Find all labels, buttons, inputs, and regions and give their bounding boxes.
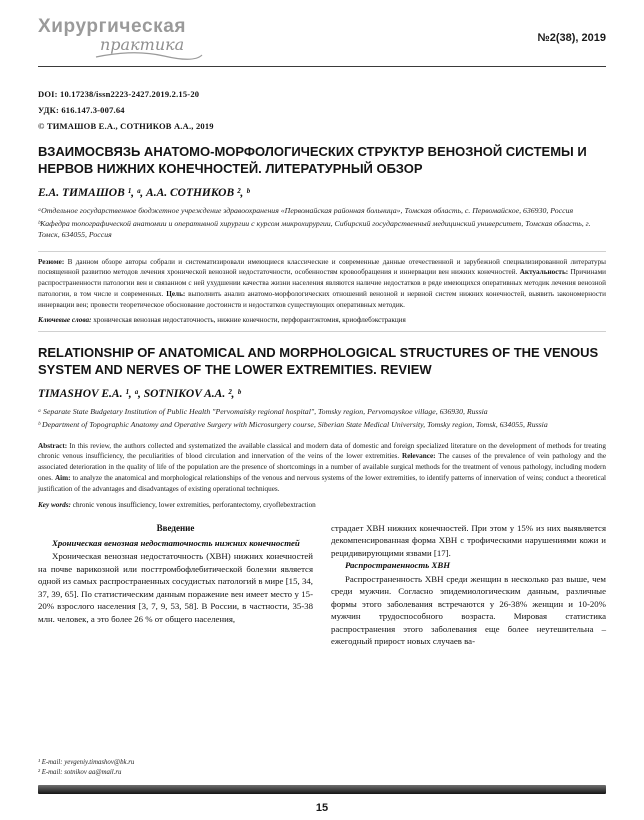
issue-number: №2(38), 2019	[537, 32, 606, 44]
journal-logo	[38, 16, 204, 60]
abstract-ru-label-aim: Цель:	[166, 289, 186, 298]
abstract-ru-label-resume: Резюме:	[38, 257, 65, 266]
abstract-en-label-abstract: Abstract:	[38, 441, 68, 450]
keywords-ru-label: Ключевые слова:	[38, 316, 92, 325]
abstract-block-ru	[38, 251, 606, 332]
abstract-ru-text-resume: В данном обзоре авторы собрали и систематизировали имеющиеся классические и современные данные отечественной и зарубежной специализированной литературы посвященной развитию методов лечения хронической венозной недостаточности, особенностям кровообращения и иннервации вен нижних конечностей.	[38, 257, 607, 277]
affiliations-ru	[38, 206, 606, 241]
masthead	[38, 16, 606, 60]
abstract-ru-text-relevance: Причинами распространенности патологии вен и связанном с ней ухудшении качества жизни населения являются наличие недостатков в ряде имеющихся оперативных методик лечения венозной патологии, в том числе и современных.	[38, 268, 607, 298]
affiliation-ru-a: ᵃОтдельное государственное бюджетное учреждение здравоохранения «Первомайская районная больница», Томская область, с. Первомайское, 636930, Россия	[38, 205, 574, 215]
abstract-ru-label-relevance: Актуальность:	[519, 268, 569, 277]
abstract-en-label-relevance: Relevance:	[402, 452, 436, 461]
subsection-heading-prevalence: Распространенность ХВН	[345, 560, 451, 571]
affiliation-en-b: ᵇ Department of Topographic Anatomy and Operative Surgery with Microsurgery course, Siberian State Medical University, Tomsky region, Tomsk, 634055, Russia	[38, 419, 548, 429]
abstract-en-label-aim: Aim:	[54, 473, 71, 482]
keywords-en-text: chronic venous insufficiency, lower extremities, perforantectomy, cryoflebextraction	[72, 500, 316, 509]
abstract-en-text-abstract: In this review, the authors collected and systematized the available classical and modern data of domestic and foreign specialized literature on the development of methods for treating chronic venous insufficiency, the peculiarities of blood circulation and innervation of the veins of the lower extremities.	[38, 441, 606, 461]
body-paragraph-right-2: Распространенность ХВН среди женщин в несколько раз выше, чем среди мужчин. Согласно эпидемиологическим данным, различные формы этого заболевания встречаются у 26-38% женщин и 10-20% мужчин трудоспособного возраста. Мировая статистика распространения этого заболевания еще более неутешительна – ежегодный прирост новых случаев ва-	[331, 573, 606, 647]
footnote-email-1: ¹ E-mail: yevgeniy.timashov@bk.ru	[38, 758, 135, 766]
footnote-email-2: ² E-mail: sotnikov aa@mail.ru	[38, 768, 122, 776]
abstract-ru	[38, 257, 606, 311]
article-title-ru: ВЗАИМОСВЯЗЬ АНАТОМО-МОРФОЛОГИЧЕСКИХ СТРУКТУР ВЕНОЗНОЙ СИСТЕМЫ И НЕРВОВ НИЖНИХ КОНЕЧНОСТЕЙ. ЛИТЕРАТУРНЫЙ ОБЗОР	[38, 144, 587, 176]
keywords-ru-text: хроническая венозная недостаточность, нижние конечности, перфорантэктомия, криофлебэкстракция	[93, 316, 406, 325]
section-heading-introduction: Введение	[156, 522, 195, 533]
page-number: 15	[315, 802, 329, 814]
column-right	[331, 522, 606, 648]
abstract-en	[38, 441, 606, 495]
keywords-ru	[38, 315, 606, 325]
logo-script-word: практика	[100, 35, 185, 54]
affiliation-en-a: ᵃ Separate State Budgetary Institution of Public Health "Pervomaisky regional hospital", Tomsky region, Pervomayskoe village, 636930, Russia	[38, 406, 488, 416]
authors-en: TIMASHOV E.A. ¹, ᵃ, SOTNIKOV A.A. ², ᵇ	[38, 387, 241, 400]
affiliation-ru-b: ᵇКафедра топографической анатомии и оперативной хирургии с курсом микрохирургии, Сибирский государственный медицинский университет, Томская область, г. Томск, 634055, Россия	[38, 218, 591, 239]
affiliations-en	[38, 407, 606, 431]
logo-title: Хирургическая	[38, 16, 187, 37]
abstract-en-text-aim: to analyze the anatomical and morphological relationships of the venous and nervous systems of the lower extremities, to identify patterns of innervation of veins; conduct a theoretical justification of the advantages and disadvantages of existing operational techniques.	[38, 473, 607, 493]
udk-line: УДК: 616.147.3-007.64	[38, 105, 125, 115]
body-columns	[38, 522, 606, 648]
copyright-line: © ТИМАШОВ Е.А., СОТНИКОВ А.А., 2019	[38, 121, 214, 131]
header-rule	[38, 66, 606, 67]
article-meta	[38, 89, 606, 131]
footer-bar	[38, 785, 606, 794]
keywords-en-label: Key words:	[38, 500, 71, 509]
column-left	[38, 522, 313, 648]
authors-ru: Е.А. ТИМАШОВ ¹, ᵃ, А.А. СОТНИКОВ ², ᵇ	[38, 186, 250, 199]
keywords-en	[38, 500, 606, 510]
abstract-block-en	[38, 441, 606, 510]
doi-line: DOI: 10.17238/issn2223-2427.2019.2.15-20	[38, 89, 200, 99]
footnotes	[38, 758, 134, 778]
body-paragraph-right-1: страдает ХВН нижних конечностей. При этом у 15% из них выявляется декомпенсированная форма ХВН с трофическими нарушениями кожи и рецидивирующими язвами [17].	[331, 522, 606, 558]
abstract-en-text-relevance: The causes of the prevalence of vein pathology and the associated deterioration in the quality of life of the population are the presence of shortcomings in a number of available surgical methods for the treatment of venous pathology, including modern ones.	[38, 452, 607, 482]
article-title-en: RELATIONSHIP OF ANATOMICAL AND MORPHOLOGICAL STRUCTURES OF THE VENOUS SYSTEM AND NERVES OF THE LOWER EXTREMITIES. REVIEW	[38, 344, 599, 377]
subsection-heading-cvi: Хроническая венозная недостаточность нижних конечностей	[52, 537, 300, 548]
abstract-ru-text-aim: выполнить анализ анатомо-морфологических отношений венозной и нервной систем нижних конечностей, выявить закономерности иннервации вен; провести теоретическое обоснование достоинств и недостатков существующих оперативных методик.	[38, 289, 607, 309]
body-paragraph-left: Хроническая венозная недостаточность (ХВН) нижних конечностей на почве варикозной или посттромбофлебитической болезни является одной из самых распространенных сосудистых патологий в мире [15, 34, 37, 39, 65]. По статистическим данным поражение вен имеет место у 15-20% взрослого населения [3, 7, 9, 53, 58]. В России, в частности, 35-38 млн. человек, а это более 26 % от общего населения,	[38, 551, 313, 624]
